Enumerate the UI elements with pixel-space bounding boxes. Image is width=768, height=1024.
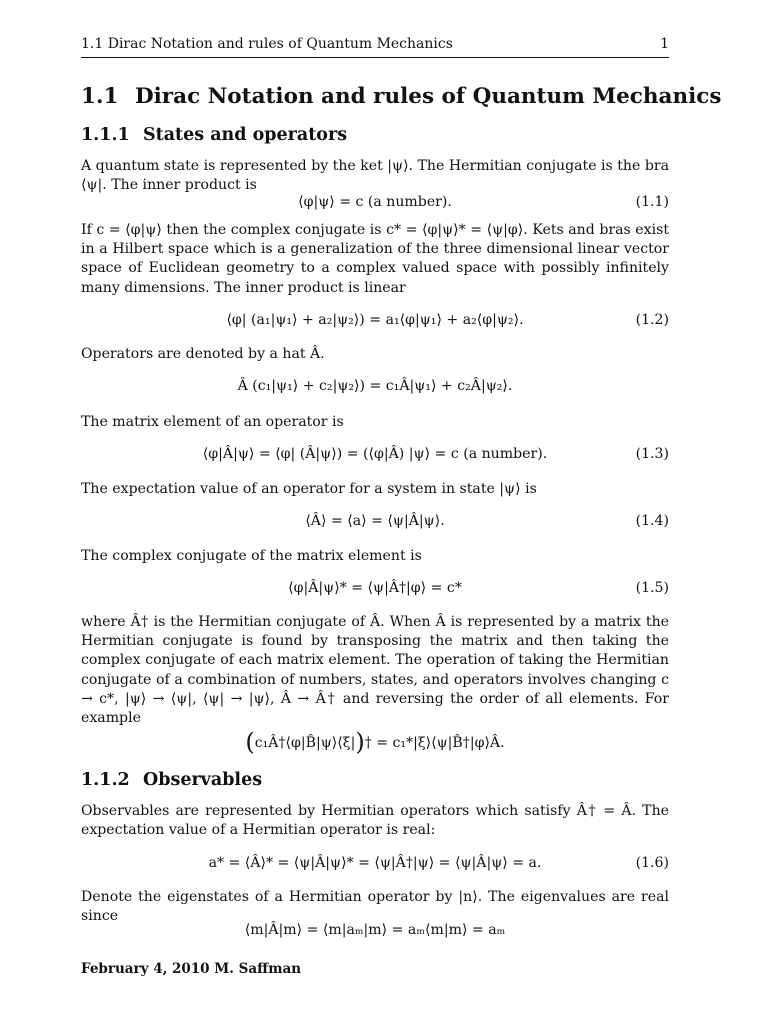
equation: [81, 855, 669, 877]
paragraph: [81, 345, 669, 364]
running-header: [81, 36, 669, 52]
equation-rest: † = c₁*|ξ⟩⟨ψ|B̂†|φ⟩Â.: [364, 735, 505, 751]
subsection-number: 1.1.2: [81, 770, 130, 790]
equation-body: [81, 728, 669, 756]
equation: [81, 580, 669, 602]
equation-body: a* = ⟨Â⟩* = ⟨ψ|Â|ψ⟩* = ⟨ψ|Â†|ψ⟩ = ⟨ψ|Â|ψ⟩ = a.: [208, 855, 542, 871]
section-title: [81, 84, 721, 109]
paragraph: [81, 547, 669, 566]
paragraph-text: Observables are represented by Hermitian operators which satisfy Â† = Â. The expectation value of a Hermitian operator is real:: [81, 803, 669, 839]
equation: [81, 513, 669, 535]
running-title: 1.1 Dirac Notation and rules of Quantum Mechanics: [81, 36, 453, 52]
equation-body: ⟨m|Â|m⟩ = ⟨m|aₘ|m⟩ = aₘ⟨m|m⟩ = aₘ: [244, 922, 506, 938]
paragraph-text: The complex conjugate of the matrix element is: [81, 548, 422, 564]
equation-body: ⟨φ|Â|ψ⟩* = ⟨ψ|Â†|φ⟩ = c*: [288, 580, 462, 596]
paragraph: [81, 802, 669, 840]
equation-body: ⟨φ|Â|ψ⟩ = ⟨φ| (Â|ψ⟩) = (⟨φ|Â) |ψ⟩ = c (a number).: [202, 446, 548, 462]
equation-body: ⟨Â⟩ = ⟨a⟩ = ⟨ψ|Â|ψ⟩.: [305, 513, 445, 529]
paragraph-text: The matrix element of an operator is: [81, 414, 344, 430]
subsection-heading: [81, 125, 347, 145]
equation-number: (1.3): [635, 446, 669, 462]
equation: [81, 728, 669, 756]
page-number: 1: [660, 36, 669, 52]
paragraph-text: Operators are denoted by a hat Â.: [81, 346, 325, 362]
paragraph-text: Denote the eigenstates of a Hermitian operator by |n⟩. The eigenvalues are real since: [81, 889, 669, 925]
equation-number: (1.1): [635, 194, 669, 210]
subsection-title: States and operators: [143, 125, 348, 145]
paragraph: [81, 613, 669, 728]
equation-body: ⟨φ| (a₁|ψ₁⟩ + a₂|ψ₂⟩) = a₁⟨φ|ψ₁⟩ + a₂⟨φ|ψ₂⟩.: [226, 312, 524, 328]
header-rule: [81, 57, 669, 58]
equation-number: (1.6): [635, 855, 669, 871]
equation-body: ⟨φ|ψ⟩ = c (a number).: [298, 194, 452, 210]
paragraph-text: The expectation value of an operator for a system in state |ψ⟩ is: [81, 481, 537, 497]
paragraph-text: where Â† is the Hermitian conjugate of Â. When Â is represented by a matrix the Hermitian conjugate is found by transposing the matrix and then taking the complex conjugate of each matrix element. The operation of taking the Hermitian conjugate of a combination of numbers, states, and operators involves changing c → c*, |ψ⟩ → ⟨ψ|, ⟨ψ| → |ψ⟩, Â → Â† and reversing the order of all elements. For example: [81, 614, 669, 727]
equation: [81, 378, 669, 400]
equation: [81, 446, 669, 468]
subsection-number: 1.1.1: [81, 125, 130, 145]
page-footer: February 4, 2010 M. Saffman: [81, 961, 302, 977]
equation: [81, 194, 669, 216]
section-number: 1.1: [81, 84, 119, 109]
paragraph: [81, 413, 669, 432]
paragraph: [81, 221, 669, 298]
subsection-heading: [81, 770, 262, 790]
section-title-text: Dirac Notation and rules of Quantum Mechanics: [135, 84, 722, 109]
equation-body: Â (c₁|ψ₁⟩ + c₂|ψ₂⟩) = c₁Â|ψ₁⟩ + c₂Â|ψ₂⟩.: [237, 378, 513, 394]
paragraph: [81, 888, 669, 926]
equation-number: (1.2): [635, 312, 669, 328]
subsection-title: Observables: [143, 770, 263, 790]
paragraph: [81, 157, 669, 195]
equation: [81, 922, 669, 944]
left-paren: (: [245, 728, 255, 756]
equation: [81, 312, 669, 334]
paragraph: [81, 480, 669, 499]
paragraph-text: If c = ⟨φ|ψ⟩ then the complex conjugate is c* = ⟨φ|ψ⟩* = ⟨ψ|φ⟩. Kets and bras exist in a Hilbert space which is a generalization of the three dimensional linear vector space of Euclidean geometry to a complex valued space with possibly infinitely many dimensions. The inner product is linear: [81, 222, 669, 296]
equation-number: (1.5): [635, 580, 669, 596]
right-paren: ): [355, 728, 365, 756]
paragraph-text: A quantum state is represented by the ket |ψ⟩. The Hermitian conjugate is the bra ⟨ψ|. The inner product is: [81, 158, 669, 194]
equation-inner: c₁Â†⟨φ|B̂|ψ⟩⟨ξ|: [254, 735, 356, 751]
equation-number: (1.4): [635, 513, 669, 529]
